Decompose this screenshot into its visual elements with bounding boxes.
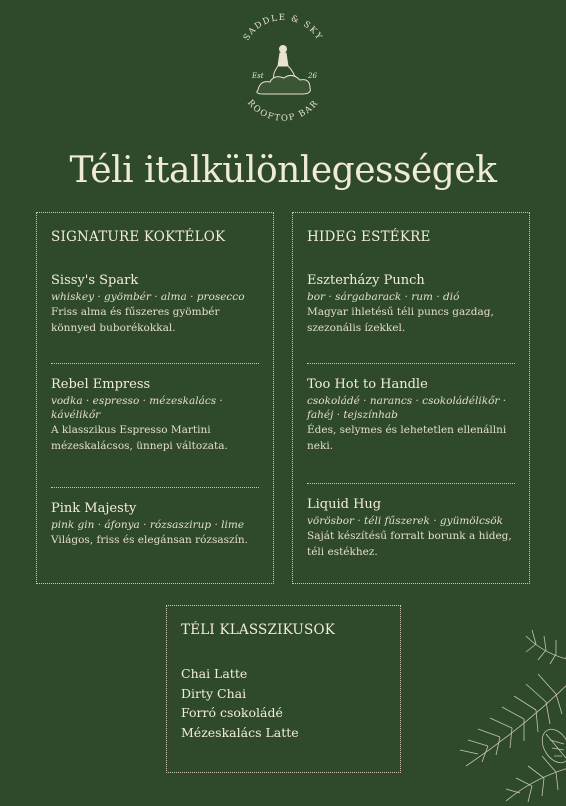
list-item: Forró csokoládé bbox=[181, 705, 283, 720]
divider bbox=[51, 363, 259, 364]
item-name: Too Hot to Handle bbox=[307, 377, 428, 392]
item-description: Édes, selymes és lehetetlen ellenállni neki. bbox=[307, 424, 507, 452]
logo-year: 26 bbox=[308, 72, 317, 80]
item-name: Pink Majesty bbox=[51, 501, 137, 516]
divider bbox=[307, 363, 515, 364]
item-ingredients: csokoládé · narancs · csokoládélikőr · fahéj · tejszínhab bbox=[307, 395, 507, 421]
item-description: Világos, friss és elegánsan rózsaszín. bbox=[51, 534, 248, 546]
logo-est: Est bbox=[252, 72, 264, 80]
menu-item bbox=[307, 497, 517, 560]
svg-text:ROOFTOP BAR bbox=[245, 98, 321, 124]
pine-branch-icon bbox=[406, 616, 566, 806]
item-ingredients: whiskey · gyömbér · alma · prosecco bbox=[51, 291, 245, 303]
section-heading: SIGNATURE KOKTÉLOK bbox=[51, 229, 226, 245]
page-title: Téli italkülönlegességek bbox=[69, 150, 497, 191]
svg-text:SADDLE & SKY bbox=[242, 13, 324, 43]
item-description: Friss alma és fűszeres gyömbér könnyed buborékokkal. bbox=[51, 306, 220, 334]
item-description: Magyar ihletésű téli puncs gazdag, szezonális ízekkel. bbox=[307, 306, 494, 334]
divider bbox=[51, 487, 259, 488]
cold-evenings-section bbox=[292, 212, 530, 584]
item-description: A klasszikus Espresso Martini mézeskalácsos, ünnepi változata. bbox=[51, 424, 228, 452]
rider-on-cloud-icon bbox=[257, 46, 310, 95]
logo-brand-top: SADDLE & SKY bbox=[241, 12, 325, 43]
signature-cocktails-section bbox=[36, 212, 274, 584]
divider bbox=[307, 483, 515, 484]
menu-item bbox=[51, 273, 261, 336]
winter-classics-section bbox=[166, 605, 401, 773]
section-heading: HIDEG ESTÉKRE bbox=[307, 229, 431, 245]
classics-list bbox=[181, 664, 299, 742]
item-description: Saját készítésű forralt borunk a hideg, téli estékhez. bbox=[307, 530, 512, 558]
item-ingredients: vörösbor · téli fűszerek · gyümölcsök bbox=[307, 515, 503, 527]
saddle-and-sky-logo bbox=[228, 8, 338, 130]
menu-item bbox=[307, 273, 517, 336]
menu-item bbox=[307, 377, 517, 454]
item-ingredients: pink gin · áfonya · rózsaszirup · lime bbox=[51, 519, 245, 531]
menu-item bbox=[51, 501, 261, 548]
item-name: Liquid Hug bbox=[307, 497, 382, 512]
item-name: Rebel Empress bbox=[51, 377, 151, 392]
logo-brand-bottom: ROOFTOP BAR bbox=[245, 98, 321, 124]
list-item: Mézeskalács Latte bbox=[181, 724, 299, 740]
item-ingredients: bor · sárgabarack · rum · dió bbox=[307, 291, 460, 303]
list-item: Dirty Chai bbox=[181, 685, 247, 701]
item-ingredients: vodka · espresso · mézeskalács · kávélikőr bbox=[51, 395, 223, 421]
item-name: Sissy's Spark bbox=[51, 273, 139, 288]
list-item: Chai Latte bbox=[181, 666, 248, 681]
menu-item bbox=[51, 377, 261, 454]
item-name: Eszterházy Punch bbox=[307, 273, 425, 288]
section-heading: TÉLI KLASSZIKUSOK bbox=[181, 622, 336, 638]
